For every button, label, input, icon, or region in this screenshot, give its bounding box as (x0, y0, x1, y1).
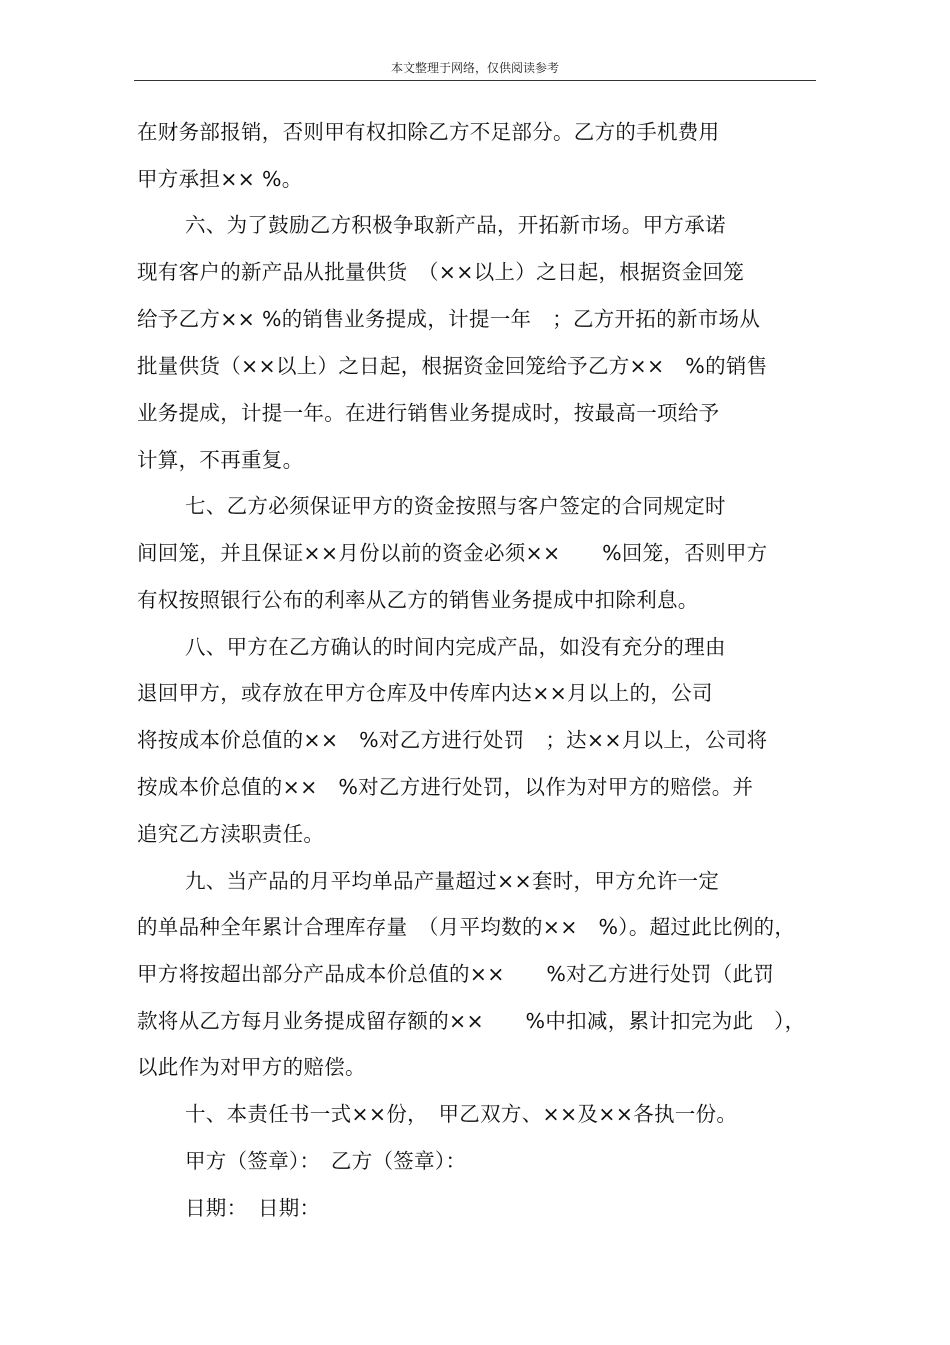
text-line: 的单品种全年累计合理库存量 （月平均数的×× %）。超过此比例的， (137, 915, 796, 939)
text-line: 按成本价总值的×× %对乙方进行处罚，以作为对甲方的赔偿。并 (137, 775, 754, 799)
date-line: 日期： 日期： (185, 1196, 321, 1220)
text-line: 甲方将按超出部分产品成本价总值的×× %对乙方进行处罚（此罚 (137, 962, 775, 986)
text-line: 将按成本价总值的×× %对乙方进行处罚 ；达××月以上，公司将 (137, 728, 768, 752)
page-header: 本文整理于网络，仅供阅读参考 (390, 61, 559, 75)
clause-heading: 六、为了鼓励乙方积极争取新产品，开拓新市场。甲方承诺 (185, 213, 726, 237)
text-line: 批量供货（××以上）之日起，根据资金回笼给予乙方×× %的销售 (137, 354, 768, 378)
text-line: 业务提成，计提一年。在进行销售业务提成时，按最高一项给予 (137, 401, 720, 425)
signature-line: 甲方（签章）： 乙方（签章）： (185, 1149, 467, 1173)
text-line: 给予乙方×× %的销售业务提成，计提一年 ；乙方开拓的新市场从 (137, 307, 761, 331)
text-line: 在财务部报销，否则甲有权扣除乙方不足部分。乙方的手机费用 (137, 120, 720, 144)
text-line: 甲方承担×× %。 (137, 167, 303, 191)
clause-heading: 十、本责任书一式××份， 甲乙双方、××及××各执一份。 (185, 1102, 738, 1126)
header-rule (134, 80, 816, 81)
text-line: 计算，不再重复。 (137, 448, 304, 472)
text-line: 款将从乙方每月业务提成留存额的×× %中扣减，累计扣完为此 ）， (137, 1009, 806, 1033)
text-line: 现有客户的新产品从批量供货 （××以上）之日起，根据资金回笼 (137, 260, 745, 284)
clause-heading: 八、甲方在乙方确认的时间内完成产品，如没有充分的理由 (185, 635, 726, 659)
text-line: 退回甲方，或存放在甲方仓库及中传库内达××月以上的，公司 (137, 681, 713, 705)
text-line: 以此作为对甲方的赔偿。 (137, 1055, 366, 1079)
text-line: 追究乙方渎职责任。 (137, 822, 325, 846)
clause-heading: 七、乙方必须保证甲方的资金按照与客户签定的合同规定时 (185, 494, 726, 518)
text-line: 有权按照银行公布的利率从乙方的销售业务提成中扣除利息。 (137, 588, 699, 612)
clause-heading: 九、当产品的月平均单品产量超过××套时，甲方允许一定 (185, 869, 720, 893)
text-line: 间回笼，并且保证××月份以前的资金必须×× %回笼，否则甲方 (137, 541, 768, 565)
